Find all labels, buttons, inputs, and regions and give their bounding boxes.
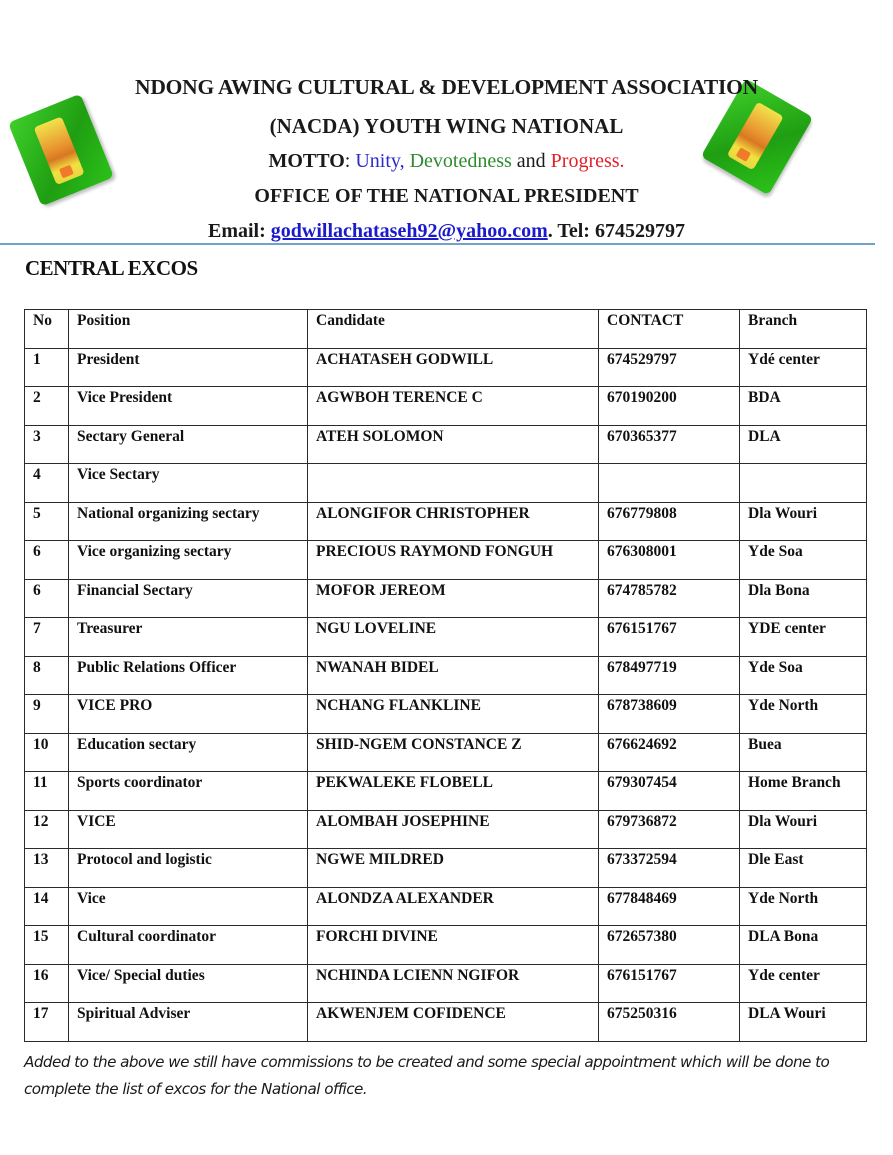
cell-position: Cultural coordinator bbox=[69, 926, 308, 965]
cell-candidate: NCHINDA LCIENN NGIFOR bbox=[308, 964, 599, 1003]
motto-devotedness: Devotedness bbox=[409, 150, 512, 172]
org-name: NDONG AWING CULTURAL & DEVELOPMENT ASSOCIATION bbox=[135, 75, 758, 99]
cell-no: 16 bbox=[25, 964, 69, 1003]
table-row bbox=[25, 348, 867, 387]
cell-contact: 678738609 bbox=[599, 695, 740, 734]
cell-candidate: NGU LOVELINE bbox=[308, 618, 599, 657]
table-row bbox=[25, 926, 867, 965]
office-title: OFFICE OF THE NATIONAL PRESIDENT bbox=[254, 185, 639, 207]
contact-line bbox=[60, 220, 833, 243]
cell-no: 4 bbox=[25, 464, 69, 503]
cell-contact: 674529797 bbox=[599, 348, 740, 387]
cell-position: Education sectary bbox=[69, 733, 308, 772]
cell-position: Vice/ Special duties bbox=[69, 964, 308, 1003]
cell-no: 15 bbox=[25, 926, 69, 965]
table-row bbox=[25, 810, 867, 849]
cell-contact bbox=[599, 464, 740, 503]
cell-position: Vice bbox=[69, 887, 308, 926]
cell-no: 6 bbox=[25, 579, 69, 618]
cell-candidate: PRECIOUS RAYMOND FONGUH bbox=[308, 541, 599, 580]
cell-position: Treasurer bbox=[69, 618, 308, 657]
header-divider bbox=[0, 243, 875, 245]
cell-position: VICE PRO bbox=[69, 695, 308, 734]
cell-contact: 674785782 bbox=[599, 579, 740, 618]
cell-contact: 676624692 bbox=[599, 733, 740, 772]
cell-contact: 670190200 bbox=[599, 387, 740, 426]
cell-branch: Yde center bbox=[740, 964, 867, 1003]
table-row bbox=[25, 887, 867, 926]
cell-branch: BDA bbox=[740, 387, 867, 426]
cell-no: 11 bbox=[25, 772, 69, 811]
motto-progress: Progress. bbox=[550, 150, 625, 172]
email-link[interactable]: godwillachataseh92@yahoo.com bbox=[270, 220, 548, 242]
cell-position: Financial Sectary bbox=[69, 579, 308, 618]
motto-separator: : bbox=[344, 150, 356, 172]
cell-candidate: ALONGIFOR CHRISTOPHER bbox=[308, 502, 599, 541]
cell-branch: Home Branch bbox=[740, 772, 867, 811]
cell-candidate: ALONDZA ALEXANDER bbox=[308, 887, 599, 926]
cell-contact: 676779808 bbox=[599, 502, 740, 541]
cell-contact: 673372594 bbox=[599, 849, 740, 888]
cell-candidate: NCHANG FLANKLINE bbox=[308, 695, 599, 734]
cell-branch: Ydé center bbox=[740, 348, 867, 387]
cell-contact: 675250316 bbox=[599, 1003, 740, 1042]
table-row bbox=[25, 464, 867, 503]
section-title: CENTRAL EXCOS bbox=[25, 256, 198, 280]
cell-branch: Dla Wouri bbox=[740, 502, 867, 541]
cell-candidate: NWANAH BIDEL bbox=[308, 656, 599, 695]
cell-contact: 676151767 bbox=[599, 618, 740, 657]
cell-contact: 678497719 bbox=[599, 656, 740, 695]
col-header-position: Position bbox=[69, 310, 308, 349]
cell-branch: Yde North bbox=[740, 887, 867, 926]
col-header-branch: Branch bbox=[740, 310, 867, 349]
cell-candidate: ACHATASEH GODWILL bbox=[308, 348, 599, 387]
table-row bbox=[25, 964, 867, 1003]
cell-position: Vice organizing sectary bbox=[69, 541, 308, 580]
cell-branch: DLA Wouri bbox=[740, 1003, 867, 1042]
cell-branch: DLA Bona bbox=[740, 926, 867, 965]
motto bbox=[60, 150, 833, 173]
table-row bbox=[25, 772, 867, 811]
table-body bbox=[25, 348, 867, 1041]
motto-label: MOTTO bbox=[268, 150, 345, 172]
table-header-row bbox=[25, 310, 867, 349]
cell-branch: Dle East bbox=[740, 849, 867, 888]
cell-no: 1 bbox=[25, 348, 69, 387]
tel-label: . Tel: bbox=[547, 220, 595, 242]
cell-contact: 679307454 bbox=[599, 772, 740, 811]
cell-branch: Yde Soa bbox=[740, 656, 867, 695]
table-row bbox=[25, 733, 867, 772]
cell-position: Sectary General bbox=[69, 425, 308, 464]
table-row bbox=[25, 541, 867, 580]
cell-position: National organizing sectary bbox=[69, 502, 308, 541]
motto-and: and bbox=[516, 150, 546, 172]
cell-position: VICE bbox=[69, 810, 308, 849]
cell-branch: YDE center bbox=[740, 618, 867, 657]
table-row bbox=[25, 425, 867, 464]
cell-position: Vice President bbox=[69, 387, 308, 426]
cell-candidate: ALOMBAH JOSEPHINE bbox=[308, 810, 599, 849]
cell-branch: Yde Soa bbox=[740, 541, 867, 580]
cell-no: 10 bbox=[25, 733, 69, 772]
cell-candidate: SHID-NGEM CONSTANCE Z bbox=[308, 733, 599, 772]
col-header-candidate: Candidate bbox=[308, 310, 599, 349]
cell-contact: 676151767 bbox=[599, 964, 740, 1003]
cell-candidate: AKWENJEM COFIDENCE bbox=[308, 1003, 599, 1042]
col-header-contact: CONTACT bbox=[599, 310, 740, 349]
cell-branch: Buea bbox=[740, 733, 867, 772]
excos-table bbox=[24, 309, 867, 1042]
cell-position: Sports coordinator bbox=[69, 772, 308, 811]
motto-unity: Unity, bbox=[355, 150, 405, 172]
footnote: Added to the above we still have commissions to be created and some special appointment which will be done to complete the list of excos for the National office. bbox=[24, 1053, 830, 1098]
cell-no: 9 bbox=[25, 695, 69, 734]
cell-candidate: ATEH SOLOMON bbox=[308, 425, 599, 464]
cell-no: 12 bbox=[25, 810, 69, 849]
cell-contact: 676308001 bbox=[599, 541, 740, 580]
cell-no: 7 bbox=[25, 618, 69, 657]
cell-position: Spiritual Adviser bbox=[69, 1003, 308, 1042]
letterhead bbox=[0, 0, 893, 245]
cell-position: Protocol and logistic bbox=[69, 849, 308, 888]
org-subtitle: (NACDA) YOUTH WING NATIONAL bbox=[269, 114, 624, 138]
cell-contact: 670365377 bbox=[599, 425, 740, 464]
table-row bbox=[25, 849, 867, 888]
cell-contact: 679736872 bbox=[599, 810, 740, 849]
cell-contact: 677848469 bbox=[599, 887, 740, 926]
cell-candidate bbox=[308, 464, 599, 503]
col-header-no: No bbox=[25, 310, 69, 349]
tel-number: 674529797 bbox=[594, 220, 685, 242]
table-row bbox=[25, 695, 867, 734]
cell-no: 5 bbox=[25, 502, 69, 541]
cell-no: 8 bbox=[25, 656, 69, 695]
cell-position: President bbox=[69, 348, 308, 387]
cell-branch: Dla Wouri bbox=[740, 810, 867, 849]
cell-candidate: PEKWALEKE FLOBELL bbox=[308, 772, 599, 811]
table-row bbox=[25, 579, 867, 618]
cell-branch: DLA bbox=[740, 425, 867, 464]
cell-no: 13 bbox=[25, 849, 69, 888]
cell-candidate: MOFOR JEREOM bbox=[308, 579, 599, 618]
cell-no: 17 bbox=[25, 1003, 69, 1042]
table-row bbox=[25, 656, 867, 695]
cell-no: 14 bbox=[25, 887, 69, 926]
cell-position: Vice Sectary bbox=[69, 464, 308, 503]
cell-position: Public Relations Officer bbox=[69, 656, 308, 695]
cell-candidate: AGWBOH TERENCE C bbox=[308, 387, 599, 426]
cell-branch bbox=[740, 464, 867, 503]
table-row bbox=[25, 387, 867, 426]
table-row bbox=[25, 618, 867, 657]
cell-candidate: FORCHI DIVINE bbox=[308, 926, 599, 965]
email-label: Email: bbox=[208, 220, 271, 242]
cell-branch: Yde North bbox=[740, 695, 867, 734]
cell-no: 6 bbox=[25, 541, 69, 580]
cell-contact: 672657380 bbox=[599, 926, 740, 965]
cell-branch: Dla Bona bbox=[740, 579, 867, 618]
table-row bbox=[25, 502, 867, 541]
cell-candidate: NGWE MILDRED bbox=[308, 849, 599, 888]
table-row bbox=[25, 1003, 867, 1042]
cell-no: 2 bbox=[25, 387, 69, 426]
cell-no: 3 bbox=[25, 425, 69, 464]
